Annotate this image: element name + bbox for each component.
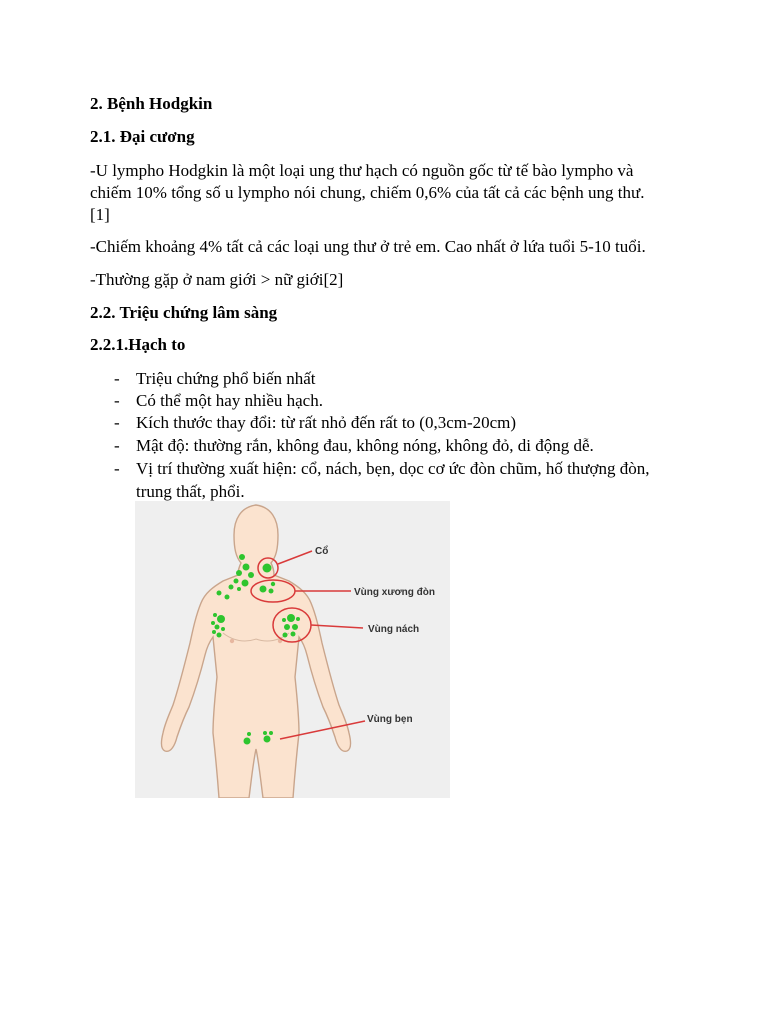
label-groin: Vùng bẹn (367, 714, 413, 725)
bullet-marker: - (114, 413, 120, 432)
subsection-heading: 2.1. Đại cương (90, 127, 195, 146)
label-clavicle: Vùng xương đòn (354, 587, 436, 598)
lymph-node-diagram (135, 501, 450, 798)
paragraph-line: chiếm 10% tổng số u lympho nói chung, chiếm 0,6% của tất cả các bệnh ung thư. (90, 183, 645, 202)
bullet-marker: - (114, 436, 120, 455)
bullet-marker: - (114, 459, 120, 478)
subsubsection-heading: 2.2.1.Hạch to (90, 335, 186, 354)
subsection-heading: 2.2. Triệu chứng lâm sàng (90, 303, 278, 322)
paragraph: -Chiếm khoảng 4% tất cả các loại ung thư ở trẻ em. Cao nhất ở lứa tuổi 5-10 tuổi. (90, 237, 646, 256)
bullet-marker: - (114, 391, 120, 410)
section-heading: 2. Bệnh Hodgkin (90, 94, 213, 113)
list-item: Có thể một hay nhiều hạch. (136, 391, 323, 410)
list-item: Vị trí thường xuất hiện: cổ, nách, bẹn, dọc cơ ức đòn chũm, hố thượng đòn, (136, 459, 650, 478)
nipple-left (230, 639, 234, 643)
paragraph-line: [1] (90, 205, 110, 224)
list-item: Mật độ: thường rắn, không đau, không nóng, không đỏ, di động dễ. (136, 436, 594, 455)
bullet-marker: - (114, 369, 120, 388)
paragraph-line: -U lympho Hodgkin là một loại ung thư hạch có nguồn gốc từ tế bào lympho và (90, 161, 634, 180)
label-axilla: Vùng nách (368, 624, 420, 635)
paragraph: -Thường gặp ở nam giới > nữ giới[2] (90, 270, 344, 289)
list-item-continuation: trung thất, phổi. (136, 482, 245, 501)
list-item: Triệu chứng phổ biến nhất (136, 369, 316, 388)
list-item: Kích thước thay đổi: từ rất nhỏ đến rất to (0,3cm-20cm) (136, 413, 517, 432)
label-neck: Cổ (315, 546, 329, 557)
